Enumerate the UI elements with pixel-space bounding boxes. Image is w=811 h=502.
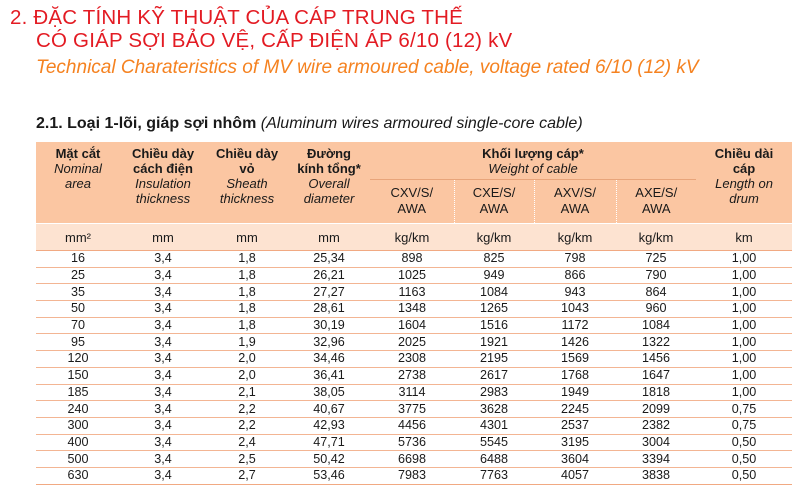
table-cell: 0,50	[696, 434, 792, 451]
table-row	[36, 434, 792, 451]
table-cell: 3114	[370, 384, 454, 401]
spec-table-container	[36, 142, 792, 485]
table-cell: 3,4	[120, 367, 206, 384]
table-cell: 1,8	[206, 301, 288, 318]
col-header-length: Chiều dài cáp Length on drum	[696, 142, 792, 224]
table-cell: 3628	[454, 401, 534, 418]
section-heading	[36, 114, 583, 134]
table-row	[36, 467, 792, 484]
table-cell: 1,8	[206, 251, 288, 268]
col-header-cxe: CXE/S/ AWA	[454, 180, 534, 224]
table-cell: 500	[36, 451, 120, 468]
table-cell: 3,4	[120, 351, 206, 368]
unit-cell: km	[696, 224, 792, 251]
table-cell: 3838	[616, 467, 696, 484]
table-cell: 3775	[370, 401, 454, 418]
table-cell: 28,61	[288, 301, 370, 318]
table-body	[36, 224, 792, 485]
table-cell: 120	[36, 351, 120, 368]
table-cell: 1,00	[696, 334, 792, 351]
table-cell: 5545	[454, 434, 534, 451]
table-cell: 50,42	[288, 451, 370, 468]
table-cell: 2,1	[206, 384, 288, 401]
page-title	[10, 6, 512, 52]
table-cell: 2,0	[206, 351, 288, 368]
table-cell: 1818	[616, 384, 696, 401]
unit-cell: kg/km	[454, 224, 534, 251]
table-cell: 1,00	[696, 301, 792, 318]
table-cell: 3195	[534, 434, 616, 451]
table-cell: 2,2	[206, 401, 288, 418]
table-cell: 1569	[534, 351, 616, 368]
table-cell: 2,2	[206, 417, 288, 434]
unit-cell: kg/km	[370, 224, 454, 251]
table-cell: 1348	[370, 301, 454, 318]
table-cell: 1921	[454, 334, 534, 351]
table-cell: 36,41	[288, 367, 370, 384]
table-cell: 1,00	[696, 384, 792, 401]
table-cell: 7763	[454, 467, 534, 484]
table-cell: 5736	[370, 434, 454, 451]
table-cell: 1,00	[696, 317, 792, 334]
table-cell: 1084	[454, 284, 534, 301]
table-cell: 0,75	[696, 401, 792, 418]
table-cell: 1,8	[206, 267, 288, 284]
spec-table	[36, 142, 792, 485]
table-cell: 2245	[534, 401, 616, 418]
units-row	[36, 224, 792, 251]
table-cell: 2382	[616, 417, 696, 434]
header-row	[36, 142, 792, 180]
table-cell: 1604	[370, 317, 454, 334]
table-cell: 1265	[454, 301, 534, 318]
section-title-vi: 2.1. Loại 1-lõi, giáp sợi nhôm	[36, 115, 257, 132]
unit-cell: mm	[120, 224, 206, 251]
table-row	[36, 351, 792, 368]
table-cell: 1,00	[696, 367, 792, 384]
table-cell: 864	[616, 284, 696, 301]
table-cell: 2,4	[206, 434, 288, 451]
table-cell: 32,96	[288, 334, 370, 351]
col-header-sheath: Chiều dày vỏ Sheath thickness	[206, 142, 288, 224]
table-cell: 898	[370, 251, 454, 268]
unit-cell: kg/km	[534, 224, 616, 251]
table-row	[36, 301, 792, 318]
table-cell: 3,4	[120, 401, 206, 418]
table-cell: 0,50	[696, 451, 792, 468]
col-header-insulation: Chiều dày cách điện Insulation thickness	[120, 142, 206, 224]
table-cell: 798	[534, 251, 616, 268]
table-cell: 3,4	[120, 467, 206, 484]
table-cell: 866	[534, 267, 616, 284]
table-cell: 960	[616, 301, 696, 318]
table-cell: 40,67	[288, 401, 370, 418]
table-cell: 1,9	[206, 334, 288, 351]
table-cell: 630	[36, 467, 120, 484]
table-cell: 2308	[370, 351, 454, 368]
table-cell: 0,50	[696, 467, 792, 484]
table-cell: 6698	[370, 451, 454, 468]
table-cell: 1,00	[696, 284, 792, 301]
table-cell: 1043	[534, 301, 616, 318]
table-cell: 240	[36, 401, 120, 418]
table-cell: 16	[36, 251, 120, 268]
col-header-axv: AXV/S/ AWA	[534, 180, 616, 224]
table-cell: 300	[36, 417, 120, 434]
table-cell: 1426	[534, 334, 616, 351]
unit-cell: kg/km	[616, 224, 696, 251]
table-row	[36, 417, 792, 434]
table-cell: 825	[454, 251, 534, 268]
table-cell: 1322	[616, 334, 696, 351]
table-cell: 185	[36, 384, 120, 401]
table-cell: 4301	[454, 417, 534, 434]
table-cell: 3,4	[120, 434, 206, 451]
table-cell: 34,46	[288, 351, 370, 368]
col-header-axe: AXE/S/ AWA	[616, 180, 696, 224]
table-cell: 6488	[454, 451, 534, 468]
table-cell: 943	[534, 284, 616, 301]
table-cell: 2537	[534, 417, 616, 434]
table-cell: 3,4	[120, 251, 206, 268]
table-row	[36, 334, 792, 351]
table-cell: 1172	[534, 317, 616, 334]
table-cell: 2025	[370, 334, 454, 351]
title-line-2: CÓ GIÁP SỢI BẢO VỆ, CẤP ĐIỆN ÁP 6/10 (12) kV	[36, 29, 513, 52]
table-cell: 3394	[616, 451, 696, 468]
table-cell: 3,4	[120, 417, 206, 434]
table-cell: 1,00	[696, 251, 792, 268]
table-cell: 2,7	[206, 467, 288, 484]
table-cell: 3,4	[120, 334, 206, 351]
table-cell: 1456	[616, 351, 696, 368]
table-cell: 95	[36, 334, 120, 351]
table-cell: 2195	[454, 351, 534, 368]
table-cell: 1,00	[696, 267, 792, 284]
table-cell: 25	[36, 267, 120, 284]
unit-cell: mm	[288, 224, 370, 251]
table-cell: 4057	[534, 467, 616, 484]
table-cell: 25,34	[288, 251, 370, 268]
col-header-area: Mặt cắt Nominal area	[36, 142, 120, 224]
table-cell: 7983	[370, 467, 454, 484]
table-cell: 1,8	[206, 284, 288, 301]
table-row	[36, 251, 792, 268]
table-cell: 35	[36, 284, 120, 301]
table-cell: 50	[36, 301, 120, 318]
table-cell: 725	[616, 251, 696, 268]
table-cell: 30,19	[288, 317, 370, 334]
title-english: Technical Charateristics of MV wire armoured cable, voltage rated 6/10 (12) kV	[36, 57, 699, 78]
table-cell: 1516	[454, 317, 534, 334]
col-header-weight: Khối lượng cáp* Weight of cable	[370, 142, 696, 180]
table-cell: 47,71	[288, 434, 370, 451]
table-cell: 790	[616, 267, 696, 284]
table-cell: 1768	[534, 367, 616, 384]
table-cell: 2,0	[206, 367, 288, 384]
table-cell: 3,4	[120, 451, 206, 468]
table-cell: 3004	[616, 434, 696, 451]
table-cell: 1025	[370, 267, 454, 284]
table-cell: 70	[36, 317, 120, 334]
table-cell: 949	[454, 267, 534, 284]
title-line-1: 2. ĐẶC TÍNH KỸ THUẬT CỦA CÁP TRUNG THẾ	[10, 6, 464, 29]
table-cell: 1,8	[206, 317, 288, 334]
table-cell: 400	[36, 434, 120, 451]
section-title-en: (Aluminum wires armoured single-core cable)	[260, 115, 583, 132]
table-cell: 2983	[454, 384, 534, 401]
unit-cell: mm²	[36, 224, 120, 251]
table-row	[36, 384, 792, 401]
table-cell: 26,21	[288, 267, 370, 284]
table-cell: 1163	[370, 284, 454, 301]
table-cell: 2099	[616, 401, 696, 418]
unit-cell: mm	[206, 224, 288, 251]
table-cell: 1949	[534, 384, 616, 401]
table-cell: 1084	[616, 317, 696, 334]
table-cell: 3,4	[120, 317, 206, 334]
table-cell: 1647	[616, 367, 696, 384]
table-cell: 3604	[534, 451, 616, 468]
table-cell: 150	[36, 367, 120, 384]
table-cell: 42,93	[288, 417, 370, 434]
table-cell: 3,4	[120, 301, 206, 318]
table-cell: 1,00	[696, 351, 792, 368]
table-row	[36, 401, 792, 418]
col-header-diameter: Đường kính tổng* Overall diameter	[288, 142, 370, 224]
table-cell: 2,5	[206, 451, 288, 468]
table-row	[36, 267, 792, 284]
table-cell: 2738	[370, 367, 454, 384]
table-row	[36, 367, 792, 384]
table-row	[36, 451, 792, 468]
table-cell: 0,75	[696, 417, 792, 434]
table-row	[36, 317, 792, 334]
table-cell: 53,46	[288, 467, 370, 484]
table-cell: 4456	[370, 417, 454, 434]
table-cell: 38,05	[288, 384, 370, 401]
table-row	[36, 284, 792, 301]
col-header-cxv: CXV/S/ AWA	[370, 180, 454, 224]
table-cell: 2617	[454, 367, 534, 384]
table-cell: 27,27	[288, 284, 370, 301]
table-cell: 3,4	[120, 284, 206, 301]
table-cell: 3,4	[120, 384, 206, 401]
table-cell: 3,4	[120, 267, 206, 284]
